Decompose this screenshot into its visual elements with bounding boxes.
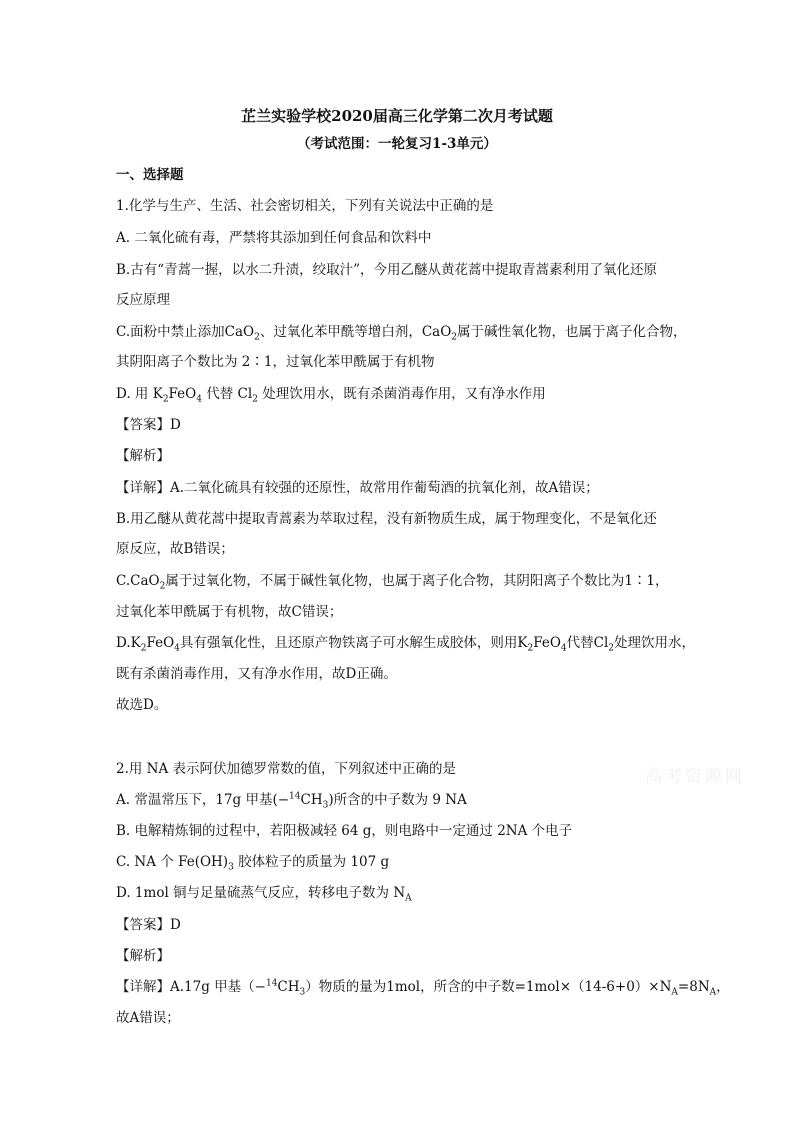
q1-option-b-line1: B.古有“青蒿一握，以水二升渍，绞取汁”，今用乙醚从黄花蒿中提取青蒿素利用了氧化还原 — [116, 262, 658, 278]
q1-explanation-d-line2: 既有杀菌消毒作用，又有净水作用，故D正确。 — [116, 666, 397, 682]
q1-explanation-c-line2: 过氧化苯甲酰属于有机物，故C错误； — [116, 604, 343, 620]
q1-conclusion: 故选D。 — [116, 697, 168, 713]
q1-option-a: A. 二氧化硫有毒，严禁将其添加到任何食品和饮料中 — [116, 230, 432, 246]
q1-explanation-d-line1: $D.K_2FeO_4$具有强氧化性，且还原产物铁离子可水解生成胶体，则用$K_2FeO_4$代替$Cl_2$处理饮用水， — [116, 635, 696, 654]
q2-explanation-a-line1: 【详解】A.17g 甲基$(-^{14}CH_3)$物质的量为1mol，所含的中子数$=1mol\times(14-6+0)\times N_A=8N_A$， — [116, 978, 730, 998]
q1-option-c-line2: 其阴阳离子个数比为 2∶1，过氧化苯甲酰属于有机物 — [116, 354, 435, 370]
q2-explanation-a-line2: 故A错误； — [116, 1010, 180, 1026]
q2-analysis-label: 【解析】 — [116, 948, 170, 964]
q2-stem: 2.用 NA 表示阿伏加德罗常数的值，下列叙述中正确的是 — [116, 761, 457, 777]
q2-option-c: C. NA 个 $Fe(OH)_3$ 胶体粒子的质量为 107 g — [116, 854, 390, 873]
q1-explanation-b-line2: 原反应，故B错误； — [116, 541, 234, 557]
q1-analysis-label: 【解析】 — [116, 448, 170, 464]
watermark: 高考资源网 — [645, 767, 745, 787]
q2-option-a: A. 常温常压下，17g 甲基$(-^{14}CH_3)$所含的中子数为 9 NA — [116, 791, 467, 811]
q1-option-c-line1: C.面粉中禁止添加CaO$_2$、过氧化苯甲酰等增白剂，CaO$_2$属于碱性氧化物，也属于离子化合物， — [116, 324, 687, 343]
q1-option-d: D. 用 $K_2FeO_4$ 代替 $Cl_2$ 处理饮用水，既有杀菌消毒作用，又有净水作用 — [116, 386, 546, 405]
q1-explanation-a: 【详解】A.二氧化硫具有较强的还原性，故常用作葡萄酒的抗氧化剂，故A错误； — [116, 480, 599, 496]
q1-option-b-line2: 反应原理 — [116, 292, 170, 308]
q1-explanation-c-line1: C.CaO$_2$属于过氧化物，不属于碱性氧化物，也属于离子化合物，其阴阳离子个数比为1∶1， — [116, 573, 669, 592]
q2-option-b: B. 电解精炼铜的过程中，若阳极减轻 64 g，则电路中一定通过 2NA 个电子 — [116, 823, 573, 839]
q2-answer: 【答案】D — [116, 917, 181, 933]
q2-option-d: D. 1mol 铜与足量硫蒸气反应，转移电子数为 $N_A$ — [116, 885, 412, 904]
q1-stem: 1.化学与生产、生活、社会密切相关，下列有关说法中正确的是 — [116, 198, 494, 214]
q1-answer: 【答案】D — [116, 417, 181, 433]
section-heading: 一、选择题 — [116, 167, 184, 183]
page-title: 芷兰实验学校2020届高三化学第二次月考试题 — [241, 107, 553, 125]
q1-explanation-b-line1: B.用乙醚从黄花蒿中提取青蒿素为萃取过程，没有新物质生成，属于物理变化，不是氧化还 — [116, 511, 657, 527]
page-subtitle: （考试范围：一轮复习1-3单元） — [297, 136, 497, 152]
